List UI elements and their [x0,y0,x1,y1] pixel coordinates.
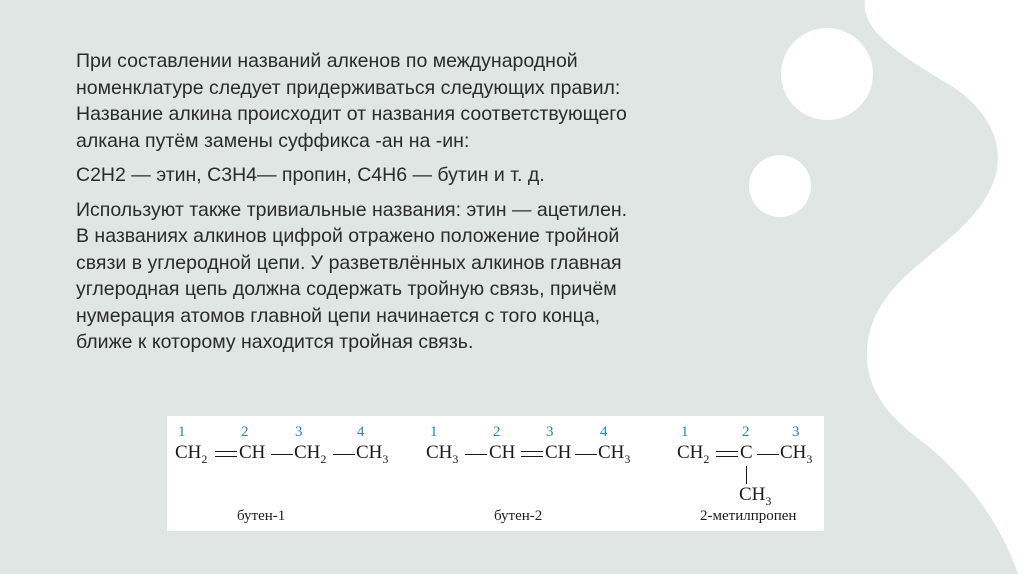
atom-number: 2 [241,424,249,440]
double-bond-line [716,456,738,457]
atom-ch3: $CH_3$ [598,442,631,466]
double-bond-line [716,451,738,452]
white-curved-shape [865,0,1024,574]
structural-formulas-figure [167,416,824,531]
atom-number: 1 [681,424,689,440]
text-line: алкана путём замены суффикса -ан на -ин: [76,129,470,152]
single-bond [575,454,597,455]
atom-ch2: $CH_2$ [677,442,710,466]
text-line: номенклатуре следует придерживаться следующих правил: [76,76,621,99]
atom-number: 3 [792,424,800,440]
paragraph-examples [76,162,716,189]
double-bond-line [521,456,543,457]
atom-number: 1 [178,424,186,440]
atom-ch3: $CH_3$ [356,442,389,466]
atom-ch: CH [545,442,572,463]
atom-ch3: $CH_3$ [739,484,772,508]
text-line: связи в углеродной цепи. У разветвлённых алкинов главная [76,251,622,274]
single-bond [465,454,487,455]
atom-number: 4 [357,424,365,440]
text-line: Название алкина происходит от названия соответствующего [76,103,627,125]
paragraph-rules [76,48,716,154]
double-bond-line [215,451,237,452]
atom-number: 1 [430,424,438,440]
caption-butene1: бутен-1 [237,508,286,524]
caption-methylpropene: 2-метилпропен [700,508,797,524]
atom-ch3: $CH_3$ [426,442,459,466]
atom-ch3: $CH_3$ [780,442,813,466]
atom-number: 4 [600,424,608,440]
atom-number: 2 [742,424,750,440]
text-line: углеродная цепь должна содержать тройную связь, причём [76,278,617,300]
text-line: С2Н2 — этин, С3Н4— пропин, С4Н6 — бутин и т. д. [76,164,545,186]
double-bond-line [215,456,237,457]
single-bond [271,454,293,455]
atom-ch2: $CH_2$ [175,442,208,466]
paragraph-trivial-names [76,197,716,356]
atom-number: 3 [546,424,554,440]
single-bond [757,454,779,455]
text-line: ближе к которому находится тройная связь. [76,331,474,353]
atom-number: 3 [295,424,303,440]
atom-number: 2 [493,424,501,440]
main-text [76,48,716,356]
atom-ch2: $CH_2$ [294,442,327,466]
white-circle-small [749,155,811,217]
vertical-bond [746,466,747,484]
double-bond-line [521,451,543,452]
atom-ch: CH [239,442,266,463]
caption-butene2: бутен-2 [494,508,543,524]
text-line: нумерация атомов главной цепи начинается с того конца, [76,304,601,327]
atom-ch: CH [489,442,516,463]
text-line: Используют также тривиальные названия: этин — ацетилен. [76,198,628,221]
single-bond [333,454,355,455]
atom-c: C [740,442,753,463]
white-circle-large [781,28,873,120]
text-line: В названиях алкинов цифрой отражено положение тройной [76,225,620,247]
text-line: При составлении названий алкенов по международной [76,50,578,72]
